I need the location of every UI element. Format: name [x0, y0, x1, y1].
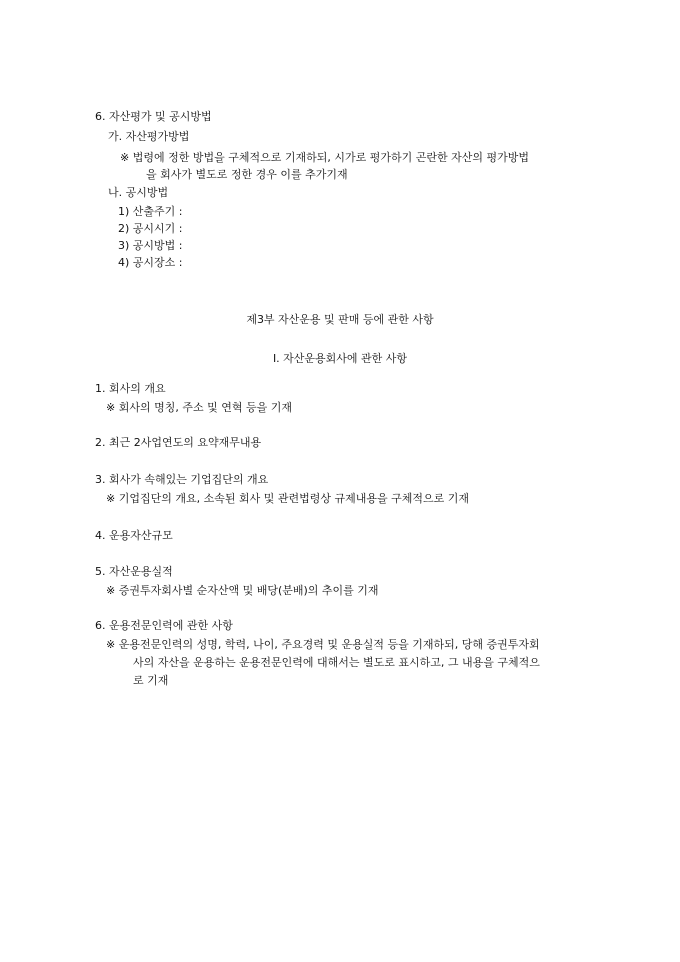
- chapter-title: Ⅰ. 자산운용회사에 관한 사항: [272, 352, 408, 365]
- item-6-title: 6. 운용전문인력에 관한 사항: [95, 619, 233, 632]
- item-3-note: ※ 기업집단의 개요, 소속된 회사 및 관련법령상 규제내용을 구체적으로 기재: [106, 492, 469, 505]
- item-1-note: ※ 회사의 명칭, 주소 및 연혁 등을 기재: [106, 401, 292, 414]
- disclosure-item: 2) 공시시기 :: [118, 222, 183, 235]
- item-6-note-line-3: 로 기재: [133, 674, 169, 687]
- note-ga-line-2: 을 회사가 별도로 정한 경우 이를 추가기재: [146, 168, 348, 181]
- item-4-title: 4. 운용자산규모: [95, 529, 173, 542]
- item-5-note: ※ 증권투자회사별 순자산액 및 배당(분배)의 추이를 기재: [106, 584, 379, 597]
- item-1-title: 1. 회사의 개요: [95, 382, 166, 395]
- item-3-title: 3. 회사가 속해있는 기업집단의 개요: [95, 473, 269, 486]
- section-6-title: 6. 자산평가 및 공시방법: [95, 110, 212, 123]
- item-5-title: 5. 자산운용실적: [95, 565, 173, 578]
- item-6-note-line-1: ※ 운용전문인력의 성명, 학력, 나이, 주요경력 및 운용실적 등을 기재하되, 당해 증권투자회: [106, 638, 540, 651]
- subsection-na-title: 나. 공시방법: [108, 186, 169, 199]
- subsection-ga-title: 가. 자산평가방법: [108, 130, 190, 143]
- disclosure-item: 3) 공시방법 :: [118, 239, 183, 252]
- item-6-note-line-2: 사의 자산을 운용하는 운용전문인력에 대해서는 별도로 표시하고, 그 내용을 구체적으: [133, 656, 540, 669]
- disclosure-item: 1) 산출주기 :: [118, 205, 183, 218]
- item-2-title: 2. 최근 2사업연도의 요약재무내용: [95, 436, 262, 449]
- part-title: 제3부 자산운용 및 판매 등에 관한 사항: [246, 313, 434, 326]
- disclosure-item: 4) 공시장소 :: [118, 256, 183, 269]
- note-ga-line-1: ※ 법령에 정한 방법을 구체적으로 기재하되, 시가로 평가하기 곤란한 자산의 평가방법: [120, 151, 529, 164]
